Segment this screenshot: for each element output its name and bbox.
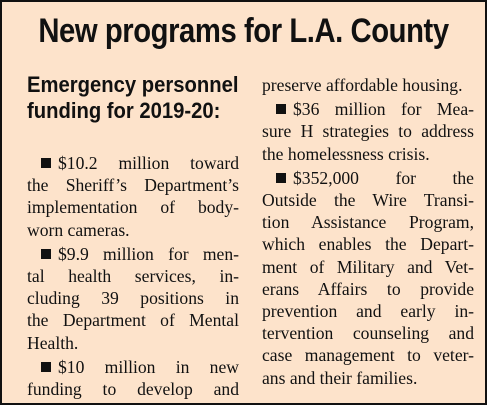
text-line: sure H strategies to address xyxy=(262,121,474,142)
list-item xyxy=(27,243,239,354)
text-line: ans and their families. xyxy=(262,367,418,388)
text-line: tal health services, in- xyxy=(27,266,239,287)
text-span: $10.2 million toward xyxy=(58,153,239,173)
text-line: preserve affordable housing. xyxy=(262,75,463,95)
text-line: case management to veter- xyxy=(262,345,474,366)
list-item xyxy=(262,167,474,389)
text-line: implementation of body- xyxy=(27,197,239,218)
subhead-line: Emergency personnel xyxy=(27,72,239,97)
right-column xyxy=(262,74,474,391)
text-line: erans Affairs to provide xyxy=(262,278,474,299)
bullet-square-icon xyxy=(41,249,51,259)
text-span: $10 million in new xyxy=(58,356,239,377)
text-line: which enables the Depart- xyxy=(262,234,474,255)
text-line: the Sheriff’s Department’s xyxy=(27,175,239,196)
bullet-square-icon xyxy=(41,362,51,372)
text-line xyxy=(27,243,239,265)
text-line: tervention counseling and xyxy=(262,323,474,344)
left-column xyxy=(27,152,239,402)
list-item xyxy=(262,98,474,165)
text-line: ment of Military and Vet- xyxy=(262,256,474,277)
list-item xyxy=(27,152,239,241)
bullet-square-icon xyxy=(276,104,286,114)
text-line: the homelessness crisis. xyxy=(262,143,430,164)
text-line: Outside the Wire Transi- xyxy=(262,190,474,211)
text-span: $9.9 million for men- xyxy=(58,243,239,264)
headline: New programs for L.A. County xyxy=(38,12,449,50)
text-line: worn cameras. xyxy=(27,219,130,240)
text-line xyxy=(262,167,474,189)
bullet-square-icon xyxy=(276,173,286,183)
text-span: $352,000 for the xyxy=(293,167,474,188)
bullet-square-icon xyxy=(41,158,51,168)
list-item-continued xyxy=(262,74,474,96)
text-line: prevention and early in- xyxy=(262,301,474,322)
text-span: $36 million for Mea- xyxy=(293,99,474,120)
text-line: the Department of Mental xyxy=(27,310,239,331)
subhead xyxy=(27,72,248,124)
text-line xyxy=(27,152,239,174)
text-line: Health. xyxy=(27,332,79,353)
text-line xyxy=(27,356,239,378)
text-line: funding to develop and xyxy=(27,379,239,400)
text-line xyxy=(262,98,474,120)
list-item xyxy=(27,356,239,400)
subhead-line: funding for 2019-20: xyxy=(27,98,221,123)
text-line: cluding 39 positions in xyxy=(27,288,239,309)
text-line: tion Assistance Program, xyxy=(262,212,474,233)
